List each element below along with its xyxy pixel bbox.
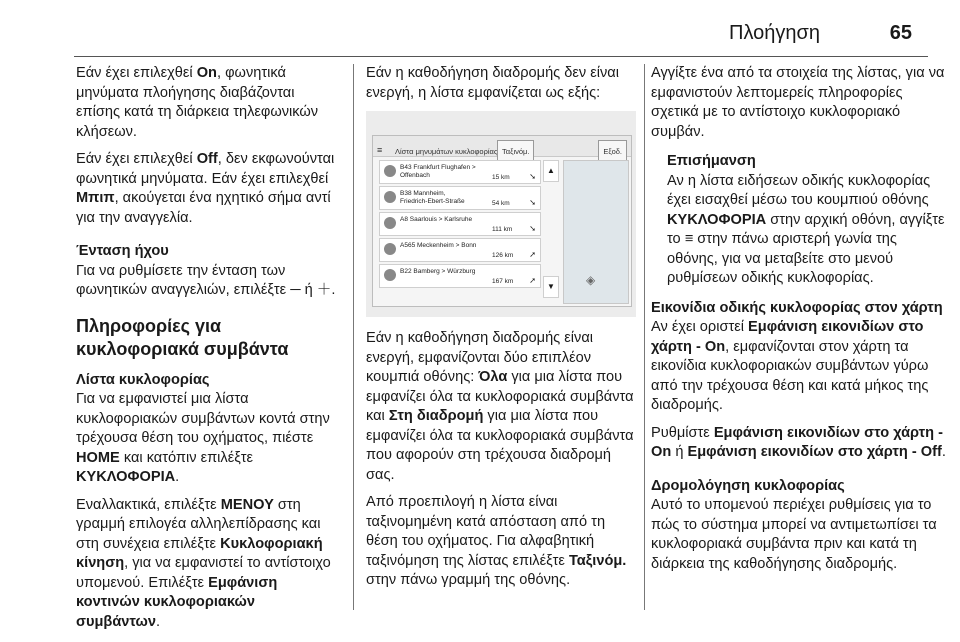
note-text: Αν η λίστα ειδήσεων οδικής κυκλοφορίας έχει εισαχθεί μέσω του κουμπιού οθόνης ΚΥΚΛΟΦΟΡΙΑ στην αρχική οθόνη, αγγίξτε το ≡ στην πάνω αριστερή γωνία της οθόνης, για να μεταβείτε στο μενού ρυθμίσεων οδικής κυκλοφορίας.	[667, 172, 945, 286]
traffic-icon	[384, 217, 396, 229]
traffic-icon	[384, 243, 396, 255]
page-number: 65	[889, 22, 912, 44]
screen-topbar	[373, 136, 631, 157]
navigation-arrow-icon: ◈	[586, 273, 596, 287]
column-divider	[353, 64, 354, 610]
column-2	[366, 64, 638, 599]
paragraph: Για να εμφανιστεί μια λίστα κυκλοφοριακών συμβάντων κοντά στην τρέχουσα θέση του οχήματος, πιέστε HOME και κατόπιν επιλέξτε ΚΥΚΛΟΦΟΡΙΑ.	[76, 391, 330, 485]
column-1	[76, 64, 338, 640]
traffic-icon	[384, 269, 396, 281]
screen-title: Λίστα μηνυμάτων κυκλοφορίας	[395, 147, 498, 156]
direction-arrow-icon: ➘	[529, 224, 536, 233]
paragraph: Από προεπιλογή η λίστα είναι ταξινομημένη κατά απόσταση από τη θέση του οχήματος. Για αλφαβητική ταξινόμηση της λίστας επιλέξτε Ταξινόμ. στην πάνω γραμμή της οθόνης.	[366, 494, 627, 588]
page-title: Πλοήγηση	[729, 22, 820, 44]
sort-button: Ταξινόμ.	[497, 140, 534, 164]
heading-map-icons: Εικονίδια οδικής κυκλοφορίας στον χάρτη	[651, 299, 943, 316]
heading-volume: Ένταση ήχου	[76, 243, 169, 259]
scroll-bar	[543, 160, 559, 300]
heading-traffic-info: Πληροφορίες για κυκλοφοριακά συμβάντα	[76, 315, 289, 359]
direction-arrow-icon: ➚	[529, 276, 536, 285]
column-3	[651, 64, 947, 582]
menu-icon: ≡	[377, 145, 383, 155]
paragraph: Εναλλακτικά, επιλέξτε ΜΕΝΟΥ στη γραμμή επιλογέα αλληλεπίδρασης και στη συνέχεια επιλέξτε Κυκλοφοριακή κίνηση, για να εμφανιστεί το αντίστοιχο υπομενού. Επιλέξτε Εμφάνιση κοντινών κυκλοφοριακών συμβάντων.	[76, 496, 331, 630]
paragraph: Αγγίξτε ένα από τα στοιχεία της λίστας, για να εμφανιστούν λεπτομερείς πληροφορίες σχετικά με το αντίστοιχο κυκλοφοριακό συμβάν.	[651, 65, 945, 140]
paragraph: Εάν έχει επιλεχθεί On, φωνητικά μηνύματα πλοήγησης διαβάζονται επίσης κατά τη διάρκεια τηλεφωνικών κλήσεων.	[76, 65, 319, 140]
heading-traffic-list: Λίστα κυκλοφορίας	[76, 371, 210, 388]
traffic-list-item: A8 Saarlouis > Karlsruhe 111 km ➘	[379, 212, 541, 236]
map-preview	[563, 160, 629, 304]
page-header	[0, 0, 960, 52]
paragraph: Εάν έχει επιλεχθεί Off, δεν εκφωνούνται φωνητικά μηνύματα. Εάν έχει επιλεχθεί Μπιπ, ακούγεται ένα ηχητικό σήμα αντί για την αναγγελία.	[76, 151, 335, 226]
paragraph: Αν έχει οριστεί Εμφάνιση εικονιδίων στο χάρτη - On, εμφανίζονται στον χάρτη τα εικονίδια κυκλοφοριακών συμβάντων γύρω από την τρέχουσα θέση και κατά μήκος της διαδρομής.	[651, 319, 929, 413]
paragraph: Για να ρυθμίσετε την ένταση των φωνητικών αναγγελιών, επιλέξτε ─ ή ＋.	[76, 262, 336, 298]
traffic-list-item: B43 Frankfurt Flughafen > Offenbach 15 km ➘	[379, 160, 541, 184]
paragraph: Εάν η καθοδήγηση διαδρομής είναι ενεργή, εμφανίζονται δύο επιπλέον κουμπιά οθόνης: Όλα για μια λίστα που εμφανίζει όλα τα κυκλοφοριακά συμβάντα και Στη διαδρομή για μια λίστα που εμφανίζει όλα τα κυκλοφοριακά συμβάντα που αφορούν στη τρέχουσα διαδρομή σας.	[366, 330, 634, 483]
infotainment-screen	[372, 135, 632, 307]
scroll-up-icon: ▲	[543, 160, 559, 182]
traffic-list-screenshot	[366, 111, 636, 317]
heading-traffic-routing: Δρομολόγηση κυκλοφορίας	[651, 477, 845, 494]
note-heading: Επισήμανση	[667, 153, 756, 169]
traffic-icon	[384, 191, 396, 203]
scroll-down-icon: ▼	[543, 276, 559, 298]
traffic-list-item: B38 Mannheim, Friedrich-Ebert-Straße 54 km ➘	[379, 186, 541, 210]
paragraph: Αυτό το υπομενού περιέχει ρυθμίσεις για το πώς το σύστημα μπορεί να αντιμετωπίσει τα κυκλοφοριακά συμβάντα πριν και κατά τη διάρκεια της καθοδήγησης διαδρομής.	[651, 497, 937, 572]
direction-arrow-icon: ➚	[529, 250, 536, 259]
exit-button: Εξοδ.	[598, 140, 627, 164]
direction-arrow-icon: ➘	[529, 172, 536, 181]
column-divider	[644, 64, 645, 610]
traffic-icon	[384, 165, 396, 177]
paragraph: Εάν η καθοδήγηση διαδρομής δεν είναι ενεργή, η λίστα εμφανίζεται ως εξής:	[366, 65, 619, 101]
traffic-list-item: A565 Meckenheim > Bonn 126 km ➚	[379, 238, 541, 262]
paragraph: Ρυθμίστε Εμφάνιση εικονιδίων στο χάρτη - On ή Εμφάνιση εικονιδίων στο χάρτη - Off.	[651, 424, 946, 460]
header-rule	[74, 56, 928, 57]
traffic-list-item: B22 Bamberg > Würzburg 167 km ➚	[379, 264, 541, 288]
direction-arrow-icon: ➘	[529, 198, 536, 207]
